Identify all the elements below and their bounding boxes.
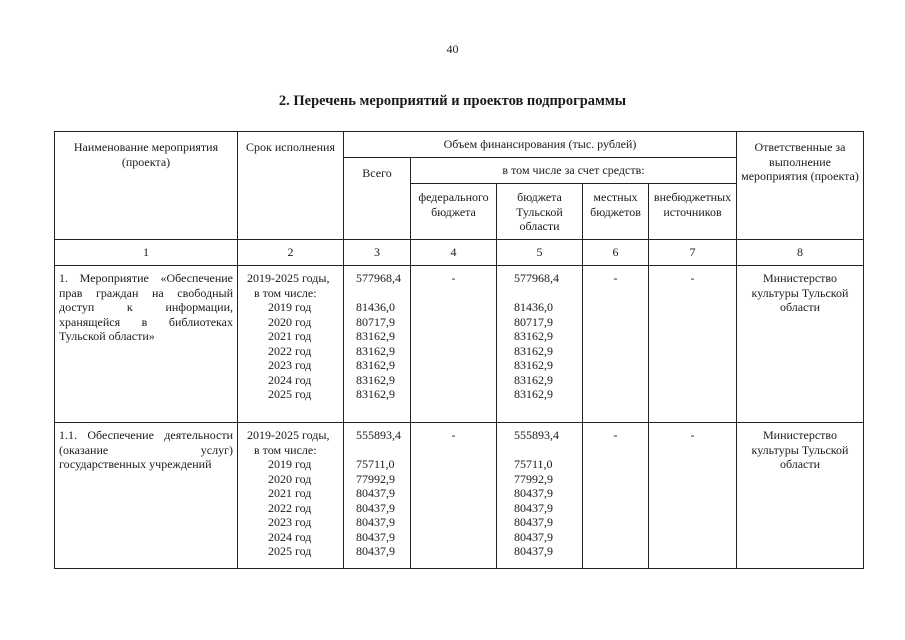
year-label: 2020 год	[268, 471, 312, 486]
header-responsible: Ответственные за выполнение мероприятия (проекта)	[737, 132, 864, 240]
header-funding: Объем финансирования (тыс. рублей)	[344, 132, 737, 158]
total-year-value: 80437,9	[356, 486, 395, 500]
term-period: 2019-2025 годы,	[247, 271, 330, 285]
column-number: 7	[649, 240, 737, 266]
activity-name: 1. Мероприятие «Обеспечение прав граждан на свободный доступ к информации, хранящейся в библиотеках Тульской области»	[55, 266, 238, 423]
table-row	[55, 266, 864, 423]
responsible-value: Министерство культуры Тульской области	[737, 266, 864, 423]
regional-year-value: 80437,9	[514, 500, 553, 515]
total-year-value: 80437,9	[356, 515, 395, 529]
regional-year-value: 80717,9	[514, 314, 553, 329]
section-title: 2. Перечень мероприятий и проектов подпрограммы	[278, 93, 627, 109]
local-value: -	[613, 271, 618, 285]
header-total: Всего	[344, 158, 411, 240]
column-number: 5	[497, 240, 583, 266]
year-label: 2024 год	[268, 372, 312, 387]
header-including: в том числе за счет средств:	[411, 158, 737, 184]
total-year-value: 83162,9	[356, 387, 395, 401]
year-label: 2019 год	[268, 457, 312, 471]
total-year-value: 77992,9	[356, 471, 395, 486]
year-label: 2021 год	[268, 486, 312, 500]
regional-year-value: 83162,9	[514, 387, 553, 401]
regional-year-value: 83162,9	[514, 343, 553, 358]
term-cell	[238, 423, 344, 569]
term-cell	[238, 266, 344, 423]
column-number: 8	[737, 240, 864, 266]
activity-name: 1.1. Обеспечение деятельности (оказание услуг) государственных учреждений	[55, 423, 238, 569]
column-number-row	[55, 240, 864, 266]
regional-value: 577968,4	[514, 271, 559, 285]
extrabudget-value: -	[690, 428, 695, 442]
term-including: в том числе:	[254, 285, 317, 300]
header-local: местных бюджетов	[583, 184, 649, 240]
federal-value: -	[451, 271, 456, 285]
regional-year-value: 80437,9	[514, 529, 553, 544]
federal-value: -	[451, 428, 456, 442]
regional-cell	[497, 266, 583, 423]
table-row	[55, 423, 864, 569]
year-label: 2023 год	[268, 515, 312, 529]
regional-year-value: 75711,0	[514, 457, 553, 471]
total-year-value: 80437,9	[356, 544, 395, 558]
total-year-value: 80717,9	[356, 314, 395, 329]
total-year-value: 80437,9	[356, 500, 395, 515]
year-label: 2022 год	[268, 343, 312, 358]
regional-value: 555893,4	[514, 428, 559, 442]
regional-year-value: 80437,9	[514, 515, 553, 529]
year-label: 2022 год	[268, 500, 312, 515]
page-number: 40	[446, 42, 459, 56]
term-period: 2019-2025 годы,	[247, 428, 330, 442]
local-value: -	[613, 428, 618, 442]
term-including: в том числе:	[254, 442, 317, 457]
total-cell	[344, 266, 411, 423]
total-year-value: 83162,9	[356, 343, 395, 358]
total-value: 555893,4	[356, 428, 401, 442]
total-year-value: 83162,9	[356, 372, 395, 387]
column-number: 6	[583, 240, 649, 266]
year-label: 2024 год	[268, 529, 312, 544]
total-value: 577968,4	[356, 271, 401, 285]
header-extrabudget: внебюджетных источников	[649, 184, 737, 240]
activities-table	[54, 131, 864, 569]
regional-year-value: 83162,9	[514, 358, 553, 372]
year-label: 2020 год	[268, 314, 312, 329]
header-federal: федерального бюджета	[411, 184, 497, 240]
total-year-value: 81436,0	[356, 300, 395, 314]
regional-year-value: 80437,9	[514, 486, 553, 500]
column-number: 4	[411, 240, 497, 266]
total-year-value: 83162,9	[356, 329, 395, 343]
total-cell	[344, 423, 411, 569]
column-number: 3	[344, 240, 411, 266]
extrabudget-value: -	[690, 271, 695, 285]
responsible-value: Министерство культуры Тульской области	[737, 423, 864, 569]
regional-year-value: 81436,0	[514, 300, 553, 314]
header-name: Наименование мероприятия (проекта)	[55, 132, 238, 240]
header-term: Срок исполнения	[238, 132, 344, 240]
total-year-value: 80437,9	[356, 529, 395, 544]
year-label: 2025 год	[268, 544, 312, 558]
year-label: 2025 год	[268, 387, 312, 401]
header-regional: бюджета Тульской области	[497, 184, 583, 240]
total-year-value: 75711,0	[356, 457, 395, 471]
regional-year-value: 83162,9	[514, 329, 553, 343]
regional-year-value: 80437,9	[514, 544, 553, 558]
year-label: 2019 год	[268, 300, 312, 314]
year-label: 2021 год	[268, 329, 312, 343]
regional-year-value: 83162,9	[514, 372, 553, 387]
regional-cell	[497, 423, 583, 569]
year-label: 2023 год	[268, 358, 312, 372]
total-year-value: 83162,9	[356, 358, 395, 372]
regional-year-value: 77992,9	[514, 471, 553, 486]
column-number: 2	[238, 240, 344, 266]
column-number: 1	[55, 240, 238, 266]
